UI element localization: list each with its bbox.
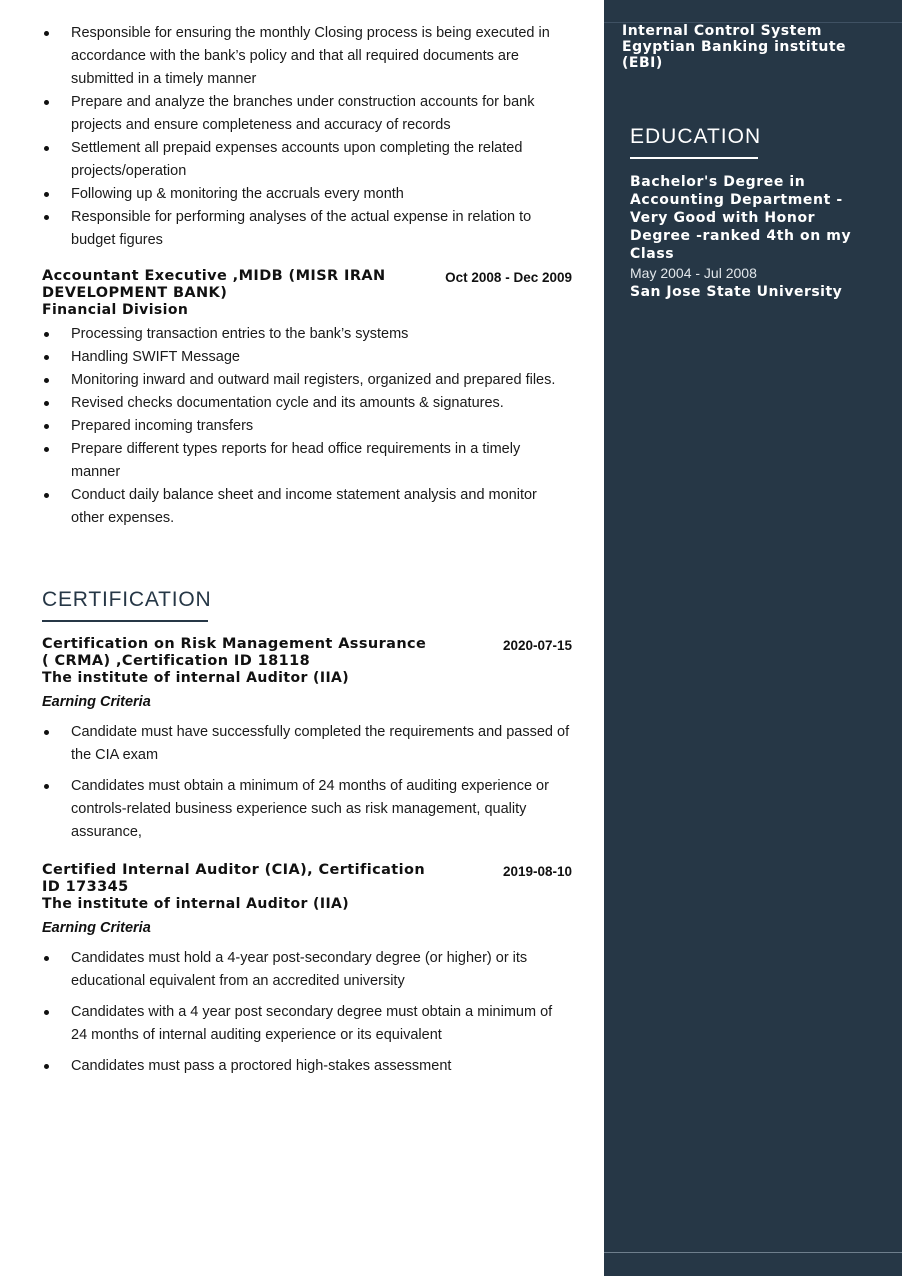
- certification-issuer: The institute of internal Auditor (IIA): [42, 896, 350, 912]
- job-duties: [42, 323, 572, 530]
- school-name: San Jose State University: [630, 284, 843, 300]
- list-item: Candidates must hold a 4-year post-secondary degree (or higher) or its educational equivalent from an accredited university: [42, 947, 572, 993]
- education-dates: May 2004 - Jul 2008: [630, 265, 757, 281]
- certification-entry: [42, 636, 572, 710]
- degree-title: Bachelor's Degree in Accounting Department - Very Good with Honor Degree -ranked 4th on my Class: [630, 174, 852, 262]
- list-item: Processing transaction entries to the bank’s systems: [42, 323, 572, 346]
- section-heading-certification: CERTIFICATION: [42, 588, 212, 611]
- list-item: Settlement all prepaid expenses accounts upon completing the related projects/operation: [42, 137, 572, 183]
- training-title: Internal Control System: [622, 23, 822, 39]
- list-item: Handling SWIFT Message: [42, 346, 572, 369]
- list-item: Prepared incoming transfers: [42, 415, 572, 438]
- list-item: Following up & monitoring the accruals every month: [42, 183, 572, 206]
- job-title: Accountant Executive ,MIDB (MISR IRAN DEVELOPMENT BANK): [42, 268, 386, 301]
- earning-criteria-label: Earning Criteria: [42, 920, 151, 936]
- list-item: Candidate must have successfully completed the requirements and passed of the CIA exam: [42, 721, 572, 767]
- certification-title: Certification on Risk Management Assurance ( CRMA) ,Certification ID 18118: [42, 636, 427, 669]
- list-item: Candidates must pass a proctored high-stakes assessment: [42, 1055, 572, 1078]
- list-item: Responsible for performing analyses of the actual expense in relation to budget figures: [42, 206, 572, 252]
- section-divider: [630, 157, 758, 159]
- list-item: Revised checks documentation cycle and its amounts & signatures.: [42, 392, 572, 415]
- job-dates: Oct 2008 - Dec 2009: [445, 270, 572, 285]
- list-item: Responsible for ensuring the monthly Closing process is being executed in accordance with the bank’s policy and that all required documents are submitted in a timely manner: [42, 22, 572, 91]
- section-divider: [42, 620, 208, 622]
- earning-criteria-list: [42, 721, 572, 852]
- certification-date: 2019-08-10: [502, 864, 572, 879]
- list-item: Prepare different types reports for head office requirements in a timely manner: [42, 438, 572, 484]
- certification-date: 2020-07-15: [502, 638, 572, 653]
- certification-issuer: The institute of internal Auditor (IIA): [42, 670, 350, 686]
- job-header: [42, 268, 572, 319]
- list-item: Prepare and analyze the branches under construction accounts for bank projects and ensure completeness and accuracy of records: [42, 91, 572, 137]
- earning-criteria-list: [42, 947, 572, 1086]
- training-institute: Egyptian Banking institute: [622, 39, 847, 55]
- list-item: Candidates must obtain a minimum of 24 months of auditing experience or controls-related business experience such as risk management, quality assurance,: [42, 775, 572, 844]
- earning-criteria-label: Earning Criteria: [42, 694, 151, 710]
- sidebar-divider: [604, 1252, 902, 1253]
- certification-entry: [42, 862, 572, 936]
- training-entry: [622, 23, 882, 71]
- job-division: Financial Division: [42, 302, 189, 318]
- list-item: Candidates with a 4 year post secondary degree must obtain a minimum of 24 months of internal auditing experience or its equivalent: [42, 1001, 572, 1047]
- sidebar: [604, 0, 902, 1276]
- list-item: Monitoring inward and outward mail registers, organized and prepared files.: [42, 369, 572, 392]
- certification-title: Certified Internal Auditor (CIA), Certification ID 173345: [42, 862, 426, 895]
- list-item: Conduct daily balance sheet and income statement analysis and monitor other expenses.: [42, 484, 572, 530]
- previous-job-duties: [42, 22, 572, 252]
- training-abbreviation: (EBI): [622, 55, 663, 71]
- section-heading-education: EDUCATION: [630, 125, 762, 148]
